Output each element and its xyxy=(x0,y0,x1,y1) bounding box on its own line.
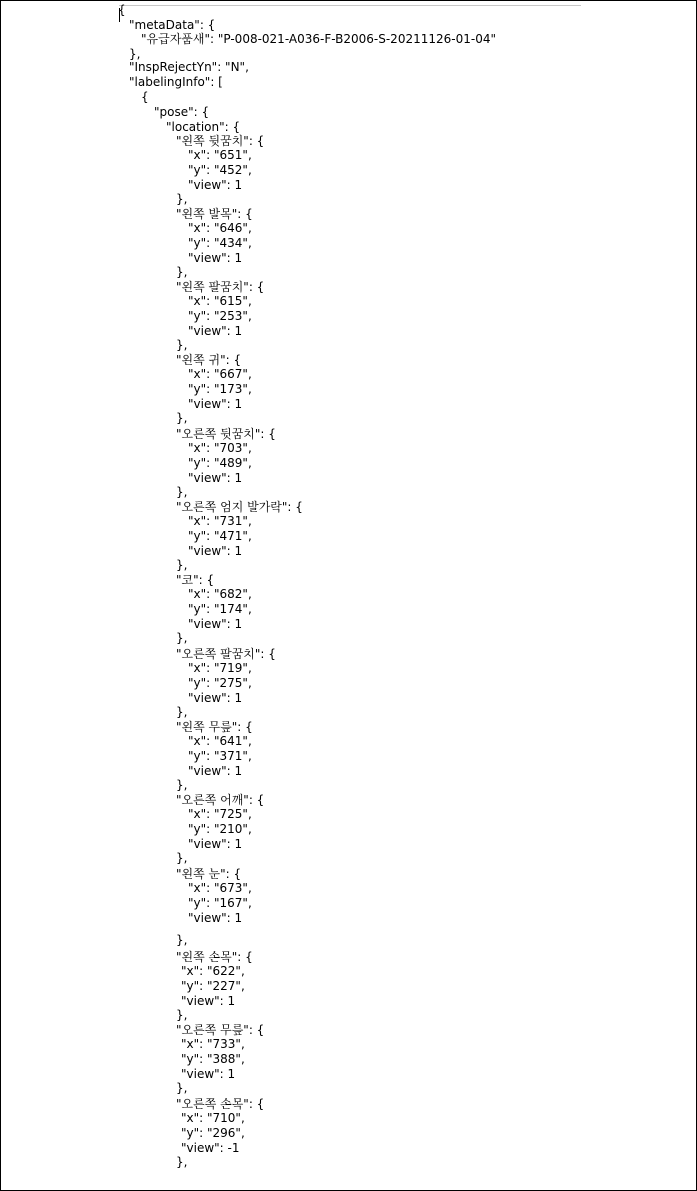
json-line: "y": "253", xyxy=(188,309,252,323)
json-line: "x": "733", xyxy=(181,1037,245,1051)
json-line: "왼쪽 귀": { xyxy=(176,353,242,367)
json-line: "오른쪽 어깨": { xyxy=(176,793,265,807)
json-line: "view": 1 xyxy=(188,617,243,631)
json-line: }, xyxy=(176,411,188,425)
json-line: }, xyxy=(176,1008,188,1022)
json-line: "view": 1 xyxy=(188,397,243,411)
json-line: }, xyxy=(176,1155,188,1169)
json-line: "view": 1 xyxy=(188,178,243,192)
json-line: "x": "646", xyxy=(188,221,252,235)
json-line: "오른쪽 무릎": { xyxy=(176,1023,265,1037)
json-line: "view": 1 xyxy=(188,471,243,485)
json-line: "y": "489", xyxy=(188,456,252,470)
json-line: "x": "622", xyxy=(181,964,245,978)
json-line: "x": "731", xyxy=(188,514,252,528)
json-line: "view": -1 xyxy=(181,1141,240,1155)
json-line: "y": "173", xyxy=(188,382,252,396)
json-line: }, xyxy=(176,851,188,865)
json-line: "x": "641", xyxy=(188,734,252,748)
json-line: "x": "667", xyxy=(188,367,252,381)
json-line: "labelingInfo": [ xyxy=(129,75,223,89)
json-line: "view": 1 xyxy=(181,1067,236,1081)
json-line: "y": "227", xyxy=(181,979,245,993)
json-line: { xyxy=(141,90,149,104)
json-line: "x": "719", xyxy=(188,661,252,675)
json-line: "location": { xyxy=(166,120,241,134)
json-line: }, xyxy=(176,338,188,352)
json-line: "y": "434", xyxy=(188,236,252,250)
json-line: { xyxy=(118,3,126,17)
json-line: "InspRejectYn": "N", xyxy=(129,60,249,74)
json-line: }, xyxy=(176,558,188,572)
json-line: "view": 1 xyxy=(181,994,236,1008)
json-line: "view": 1 xyxy=(188,324,243,338)
json-line: "view": 1 xyxy=(188,911,243,925)
json-line: "y": "452", xyxy=(188,163,252,177)
json-line: "y": "167", xyxy=(188,896,252,910)
json-line: "y": "471", xyxy=(188,529,252,543)
json-line: }, xyxy=(176,485,188,499)
json-line: "y": "210", xyxy=(188,822,252,836)
json-line: }, xyxy=(176,933,188,947)
json-line: "왼쪽 발목": { xyxy=(176,207,253,221)
json-line: "y": "371", xyxy=(188,749,252,763)
json-line: }, xyxy=(176,1081,188,1095)
json-line: "x": "682", xyxy=(188,587,252,601)
json-line: "x": "673", xyxy=(188,881,252,895)
json-line: "오른쪽 뒷꿈치": { xyxy=(176,427,276,441)
json-line: "x": "710", xyxy=(181,1111,245,1125)
json-line: "x": "703", xyxy=(188,441,252,455)
json-line: }, xyxy=(176,265,188,279)
json-line: "오른쪽 엄지 발가락": { xyxy=(176,500,303,514)
json-line: }, xyxy=(176,631,188,645)
json-line: }, xyxy=(129,47,141,61)
json-line: "오른쪽 팔꿈치": { xyxy=(176,647,276,661)
json-line: }, xyxy=(176,778,188,792)
json-line: "y": "296", xyxy=(181,1126,245,1140)
json-line: "view": 1 xyxy=(188,764,243,778)
json-line: "metaData": { xyxy=(129,18,216,32)
json-line: "pose": { xyxy=(154,105,210,119)
json-line: "x": "615", xyxy=(188,294,252,308)
json-line: "y": "388", xyxy=(181,1052,245,1066)
json-line: "y": "174", xyxy=(188,602,252,616)
json-line: "view": 1 xyxy=(188,837,243,851)
json-line: "왼쪽 손목": { xyxy=(176,950,253,964)
json-line: "왼쪽 눈": { xyxy=(176,867,242,881)
json-line: "y": "275", xyxy=(188,676,252,690)
json-line: "왼쪽 팔꿈치": { xyxy=(176,280,265,294)
json-line: }, xyxy=(176,192,188,206)
json-line: "오른쪽 손목": { xyxy=(176,1097,265,1111)
json-line: "코": { xyxy=(176,573,215,587)
top-divider xyxy=(119,5,581,6)
json-line: "유급자품새": "P-008-021-A036-F-B2006-S-20211126-01-04" xyxy=(141,32,496,46)
json-line: "view": 1 xyxy=(188,251,243,265)
json-line: "x": "651", xyxy=(188,148,252,162)
json-line: "x": "725", xyxy=(188,807,252,821)
json-line: "왼쪽 무릎": { xyxy=(176,720,253,734)
json-line: "view": 1 xyxy=(188,691,243,705)
json-line: }, xyxy=(176,705,188,719)
json-line: "view": 1 xyxy=(188,544,243,558)
json-line: "왼쪽 뒷꿈치": { xyxy=(176,134,265,148)
